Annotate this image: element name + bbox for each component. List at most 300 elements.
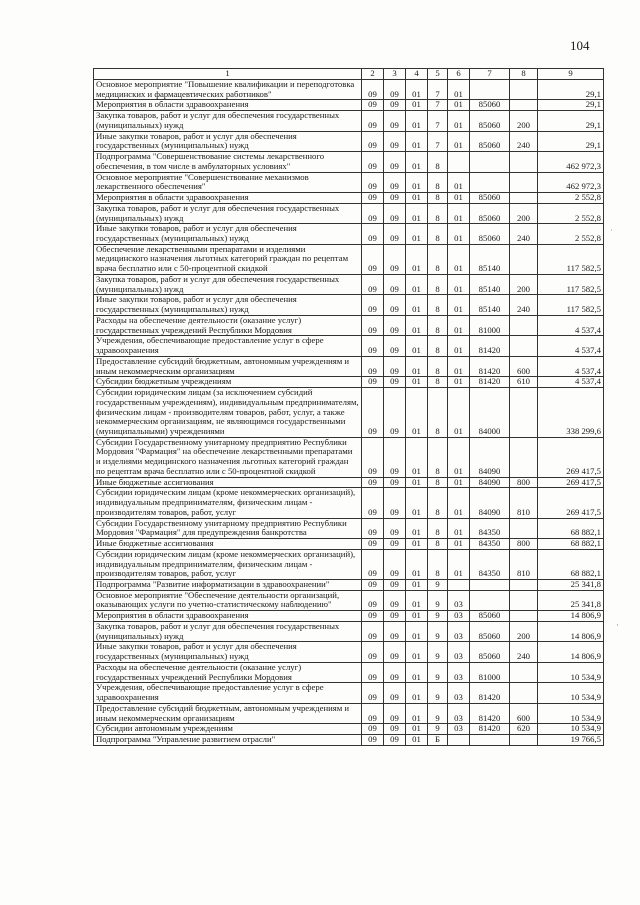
cell-description: Закупка товаров, работ и услуг для обеспечения государственных (муниципальных) нужд [94,111,362,131]
cell-code-6: 01 [448,549,470,579]
cell-code-3: 09 [384,642,406,662]
cell-code-6: 01 [448,193,470,204]
cell-code-5: 8 [428,152,448,172]
cell-code-8: 240 [510,295,538,315]
cell-code-2: 09 [362,549,384,579]
cell-code-7: 85060 [470,203,510,223]
cell-code-2: 09 [362,590,384,610]
cell-code-4: 01 [406,388,428,438]
cell-code-2: 09 [362,131,384,151]
cell-description: Иные закупки товаров, работ и услуг для обеспечения государственных (муниципальных) нужд [94,224,362,244]
column-number-2: 2 [362,69,384,80]
cell-code-8: 200 [510,111,538,131]
cell-code-5: 8 [428,172,448,192]
cell-code-8: 200 [510,203,538,223]
cell-code-7: 85060 [470,642,510,662]
cell-code-2: 09 [362,735,384,746]
cell-code-5: 8 [428,518,448,538]
cell-code-2: 09 [362,518,384,538]
cell-amount: 68 882,1 [538,549,604,579]
column-number-row [94,69,604,80]
cell-code-7: 85060 [470,111,510,131]
table-row [94,172,604,192]
cell-code-8 [510,579,538,590]
cell-amount: 29,1 [538,111,604,131]
cell-code-8 [510,388,538,438]
cell-description: Подпрограмма "Развитие информатизации в здравоохранении" [94,579,362,590]
cell-amount: 14 806,9 [538,621,604,641]
cell-description: Расходы на обеспечение деятельности (оказание услуг) государственных учреждений Республики Мордовия [94,662,362,682]
cell-code-4: 01 [406,735,428,746]
cell-code-3: 09 [384,611,406,622]
cell-code-2: 09 [362,683,384,703]
cell-code-2: 09 [362,388,384,438]
cell-description: Подпрограмма "Совершенствование системы лекарственного обеспечения, в том числе в амбулаторных условиях" [94,152,362,172]
cell-description: Основное мероприятие "Обеспечение деятельности организаций, оказывающих услуги по учетно-статистическому наблюдению" [94,590,362,610]
cell-code-4: 01 [406,172,428,192]
cell-code-6: 03 [448,590,470,610]
cell-amount: 10 534,9 [538,662,604,682]
cell-code-2: 09 [362,662,384,682]
cell-code-5: 8 [428,377,448,388]
cell-code-7: 85140 [470,295,510,315]
cell-code-5: 8 [428,437,448,477]
cell-code-2: 09 [362,100,384,111]
cell-code-2: 09 [362,336,384,356]
cell-code-6 [448,152,470,172]
cell-description: Основное мероприятие "Совершенствование механизмов лекарственного обеспечения" [94,172,362,192]
cell-code-8: 200 [510,274,538,294]
cell-code-8: 600 [510,703,538,723]
cell-description: Обеспечение лекарственными препаратами и изделиями медицинского назначения льготных категорий граждан по рецептам врача бесплатно или с 50-процентной скидкой [94,244,362,274]
cell-code-7: 84350 [470,518,510,538]
cell-description: Расходы на обеспечение деятельности (оказание услуг) государственных учреждений Республики Мордовия [94,315,362,335]
cell-code-4: 01 [406,111,428,131]
cell-code-2: 09 [362,437,384,477]
cell-code-3: 09 [384,193,406,204]
cell-code-4: 01 [406,579,428,590]
cell-code-4: 01 [406,642,428,662]
cell-description: Мероприятия в области здравоохранения [94,100,362,111]
cell-code-3: 09 [384,203,406,223]
cell-code-6: 01 [448,518,470,538]
cell-code-7 [470,590,510,610]
cell-code-2: 09 [362,295,384,315]
cell-code-4: 01 [406,224,428,244]
table-row [94,274,604,294]
cell-code-4: 01 [406,193,428,204]
cell-code-7: 85060 [470,224,510,244]
cell-code-2: 09 [362,274,384,294]
cell-code-6: 01 [448,203,470,223]
cell-code-5: 9 [428,579,448,590]
table-row [94,621,604,641]
cell-code-5: 8 [428,193,448,204]
table-row [94,224,604,244]
cell-code-7: 81000 [470,315,510,335]
cell-code-5: 7 [428,111,448,131]
cell-code-5: 8 [428,336,448,356]
cell-code-2: 09 [362,724,384,735]
cell-description: Субсидии автономным учреждениям [94,724,362,735]
cell-description: Иные закупки товаров, работ и услуг для обеспечения государственных (муниципальных) нужд [94,295,362,315]
cell-code-8: 240 [510,642,538,662]
cell-code-2: 09 [362,193,384,204]
cell-description: Субсидии юридическим лицам (кроме некоммерческих организаций), индивидуальным предпринимателям, физическим лицам - производителям товаров, работ, услуг [94,549,362,579]
cell-code-4: 01 [406,203,428,223]
table-row [94,735,604,746]
cell-amount: 338 299,6 [538,388,604,438]
cell-code-5: 9 [428,621,448,641]
cell-code-2: 09 [362,377,384,388]
cell-amount: 4 537,4 [538,377,604,388]
cell-code-7: 81420 [470,724,510,735]
column-number-8: 8 [510,69,538,80]
cell-code-4: 01 [406,488,428,518]
cell-amount: 19 766,5 [538,735,604,746]
cell-code-2: 09 [362,539,384,550]
cell-code-7: 85060 [470,100,510,111]
table-row [94,193,604,204]
cell-code-3: 09 [384,735,406,746]
scan-speck-mark: ˙ [610,228,613,238]
cell-code-4: 01 [406,518,428,538]
cell-code-4: 01 [406,295,428,315]
cell-code-6 [448,579,470,590]
cell-code-7 [470,172,510,192]
cell-code-4: 01 [406,611,428,622]
cell-amount: 25 341,8 [538,590,604,610]
cell-code-7: 84090 [470,488,510,518]
cell-amount: 2 552,8 [538,224,604,244]
cell-code-6: 03 [448,642,470,662]
cell-code-8: 200 [510,621,538,641]
cell-code-6: 01 [448,295,470,315]
cell-code-6: 01 [448,80,470,100]
cell-code-5: 9 [428,590,448,610]
cell-code-6: 01 [448,315,470,335]
cell-amount: 14 806,9 [538,611,604,622]
cell-code-5: Б [428,735,448,746]
table-row [94,388,604,438]
cell-amount: 10 534,9 [538,703,604,723]
cell-code-6: 03 [448,662,470,682]
cell-description: Иные закупки товаров, работ и услуг для обеспечения государственных (муниципальных) нужд [94,131,362,151]
table-row [94,611,604,622]
cell-code-3: 09 [384,488,406,518]
table-row [94,377,604,388]
cell-code-3: 09 [384,724,406,735]
cell-code-4: 01 [406,152,428,172]
cell-code-8: 240 [510,131,538,151]
cell-code-2: 09 [362,80,384,100]
cell-code-6: 01 [448,377,470,388]
cell-code-6: 01 [448,172,470,192]
cell-code-6: 01 [448,437,470,477]
cell-code-5: 9 [428,611,448,622]
cell-amount: 269 417,5 [538,437,604,477]
cell-code-6: 03 [448,703,470,723]
cell-code-2: 09 [362,642,384,662]
table-row [94,539,604,550]
cell-amount: 4 537,4 [538,336,604,356]
cell-code-5: 8 [428,244,448,274]
cell-code-2: 09 [362,703,384,723]
cell-description: Закупка товаров, работ и услуг для обеспечения государственных (муниципальных) нужд [94,274,362,294]
table-row [94,488,604,518]
cell-code-8 [510,437,538,477]
cell-code-5: 8 [428,274,448,294]
cell-amount: 2 552,8 [538,203,604,223]
cell-code-6: 01 [448,244,470,274]
cell-code-3: 09 [384,152,406,172]
cell-description: Субсидии бюджетным учреждениям [94,377,362,388]
cell-code-5: 8 [428,295,448,315]
cell-code-3: 09 [384,100,406,111]
cell-code-2: 09 [362,315,384,335]
table-row [94,642,604,662]
cell-code-7: 81420 [470,356,510,376]
cell-code-4: 01 [406,539,428,550]
cell-code-2: 09 [362,488,384,518]
cell-description: Подпрограмма "Управление развитием отрасли" [94,735,362,746]
cell-amount: 2 552,8 [538,193,604,204]
cell-code-4: 01 [406,100,428,111]
table-row [94,662,604,682]
cell-code-7: 84350 [470,549,510,579]
cell-code-3: 09 [384,377,406,388]
cell-code-4: 01 [406,590,428,610]
cell-code-6: 01 [448,488,470,518]
cell-code-3: 09 [384,111,406,131]
cell-code-6: 01 [448,336,470,356]
cell-code-2: 09 [362,203,384,223]
cell-code-5: 8 [428,356,448,376]
column-number-1: 1 [94,69,362,80]
cell-code-6: 03 [448,724,470,735]
cell-amount: 25 341,8 [538,579,604,590]
cell-amount: 269 417,5 [538,477,604,488]
table-row [94,477,604,488]
table-row [94,131,604,151]
cell-code-3: 09 [384,80,406,100]
cell-code-8 [510,172,538,192]
cell-code-3: 09 [384,437,406,477]
cell-code-8 [510,336,538,356]
cell-code-7: 85140 [470,274,510,294]
cell-code-4: 01 [406,336,428,356]
cell-code-7 [470,579,510,590]
cell-code-8 [510,662,538,682]
cell-amount: 117 582,5 [538,295,604,315]
cell-code-6: 01 [448,388,470,438]
cell-code-4: 01 [406,80,428,100]
cell-code-7: 85060 [470,621,510,641]
cell-description: Учреждения, обеспечивающие предоставление услуг в сфере здравоохранения [94,683,362,703]
cell-code-5: 9 [428,703,448,723]
cell-code-5: 8 [428,488,448,518]
cell-code-7 [470,152,510,172]
budget-table [93,68,604,746]
table-row [94,518,604,538]
cell-description: Субсидии Государственному унитарному предприятию Республики Мордовия "Фармация" на обеспечение лекарственными препаратами и изделиями медицинского назначения льготных категорий граждан по рецептам врача бесплатно или с 50-процентной скидкой [94,437,362,477]
cell-code-5: 8 [428,549,448,579]
cell-description: Основное мероприятие "Повышение квалификации и переподготовка медицинских и фармацевтических работников" [94,80,362,100]
cell-code-6: 03 [448,683,470,703]
column-number-5: 5 [428,69,448,80]
cell-description: Предоставление субсидий бюджетным, автономным учреждениям и иным некоммерческим организациям [94,703,362,723]
cell-code-4: 01 [406,274,428,294]
cell-code-7: 81000 [470,662,510,682]
cell-code-5: 8 [428,224,448,244]
cell-code-8: 810 [510,549,538,579]
cell-description: Субсидии Государственному унитарному предприятию Республики Мордовия "Фармация" для предупреждения банкротства [94,518,362,538]
cell-code-8: 600 [510,356,538,376]
cell-code-8 [510,518,538,538]
cell-amount: 14 806,9 [538,642,604,662]
table-row [94,111,604,131]
cell-code-7: 85060 [470,611,510,622]
cell-code-4: 01 [406,621,428,641]
cell-code-5: 9 [428,724,448,735]
cell-code-8 [510,315,538,335]
cell-code-4: 01 [406,549,428,579]
cell-code-3: 09 [384,549,406,579]
cell-code-3: 09 [384,621,406,641]
cell-code-6: 01 [448,131,470,151]
cell-amount: 117 582,5 [538,244,604,274]
cell-description: Мероприятия в области здравоохранения [94,611,362,622]
cell-amount: 29,1 [538,131,604,151]
cell-code-4: 01 [406,244,428,274]
cell-code-6: 01 [448,111,470,131]
cell-code-4: 01 [406,724,428,735]
column-number-6: 6 [448,69,470,80]
cell-code-2: 09 [362,611,384,622]
cell-amount: 4 537,4 [538,356,604,376]
cell-code-8 [510,611,538,622]
cell-amount: 68 882,1 [538,539,604,550]
cell-code-5: 8 [428,388,448,438]
cell-code-2: 09 [362,477,384,488]
cell-code-6: 03 [448,621,470,641]
cell-code-4: 01 [406,315,428,335]
cell-description: Иные бюджетные ассигнования [94,477,362,488]
cell-code-5: 9 [428,662,448,682]
cell-code-2: 09 [362,152,384,172]
cell-description: Иные бюджетные ассигнования [94,539,362,550]
cell-code-8: 240 [510,224,538,244]
cell-code-3: 09 [384,683,406,703]
table-row [94,724,604,735]
cell-code-2: 09 [362,621,384,641]
cell-code-4: 01 [406,377,428,388]
cell-amount: 10 534,9 [538,683,604,703]
page-number: 104 [570,38,590,53]
cell-description: Закупка товаров, работ и услуг для обеспечения государственных (муниципальных) нужд [94,621,362,641]
table-row [94,336,604,356]
cell-code-2: 09 [362,579,384,590]
cell-code-2: 09 [362,224,384,244]
cell-amount: 29,1 [538,80,604,100]
cell-code-3: 09 [384,579,406,590]
cell-code-4: 01 [406,703,428,723]
cell-code-7: 81420 [470,336,510,356]
column-number-4: 4 [406,69,428,80]
cell-code-5: 8 [428,477,448,488]
cell-code-7: 85060 [470,131,510,151]
table-row [94,315,604,335]
cell-code-3: 09 [384,274,406,294]
cell-amount: 117 582,5 [538,274,604,294]
column-number-7: 7 [470,69,510,80]
cell-code-8: 620 [510,724,538,735]
cell-amount: 462 972,3 [538,152,604,172]
cell-code-8 [510,683,538,703]
cell-code-3: 09 [384,244,406,274]
cell-code-4: 01 [406,131,428,151]
cell-description: Учреждения, обеспечивающие предоставление услуг в сфере здравоохранения [94,336,362,356]
cell-description: Субсидии юридическим лицам (за исключением субсидий государственным учреждениям), индивидуальным предпринимателям, физическим лицам - производителям товаров, работ, услуг, а также некоммерческим организациям, не являющимся государственными (муниципальными) учреждениями [94,388,362,438]
cell-code-3: 09 [384,224,406,244]
table-row [94,244,604,274]
cell-code-4: 01 [406,477,428,488]
cell-code-8 [510,735,538,746]
cell-code-5: 7 [428,131,448,151]
cell-code-4: 01 [406,683,428,703]
table-row [94,100,604,111]
cell-code-3: 09 [384,295,406,315]
cell-code-3: 09 [384,388,406,438]
cell-code-2: 09 [362,356,384,376]
cell-amount: 462 972,3 [538,172,604,192]
table-row [94,579,604,590]
cell-code-3: 09 [384,356,406,376]
cell-code-3: 09 [384,131,406,151]
cell-code-6: 03 [448,611,470,622]
cell-code-4: 01 [406,437,428,477]
cell-code-3: 09 [384,477,406,488]
table-body [94,80,604,746]
cell-code-6: 01 [448,356,470,376]
cell-code-8 [510,80,538,100]
scan-speck-mark: · [616,620,619,630]
cell-amount: 269 417,5 [538,488,604,518]
cell-code-6: 01 [448,539,470,550]
cell-code-7 [470,735,510,746]
cell-code-4: 01 [406,662,428,682]
table-row [94,203,604,223]
cell-code-3: 09 [384,336,406,356]
cell-code-5: 7 [428,100,448,111]
cell-description: Иные закупки товаров, работ и услуг для обеспечения государственных (муниципальных) нужд [94,642,362,662]
table-row [94,80,604,100]
table-row [94,703,604,723]
cell-description: Закупка товаров, работ и услуг для обеспечения государственных (муниципальных) нужд [94,203,362,223]
cell-description: Субсидии юридическим лицам (кроме некоммерческих организаций), индивидуальным предпринимателям, физическим лицам - производителям товаров, работ, услуг [94,488,362,518]
table-row [94,683,604,703]
cell-code-8: 800 [510,539,538,550]
cell-code-7: 81420 [470,703,510,723]
cell-code-6: 01 [448,274,470,294]
cell-code-8 [510,590,538,610]
cell-code-7: 84090 [470,477,510,488]
cell-code-8: 610 [510,377,538,388]
table-row [94,437,604,477]
cell-code-8 [510,100,538,111]
cell-code-8: 810 [510,488,538,518]
cell-code-5: 8 [428,539,448,550]
